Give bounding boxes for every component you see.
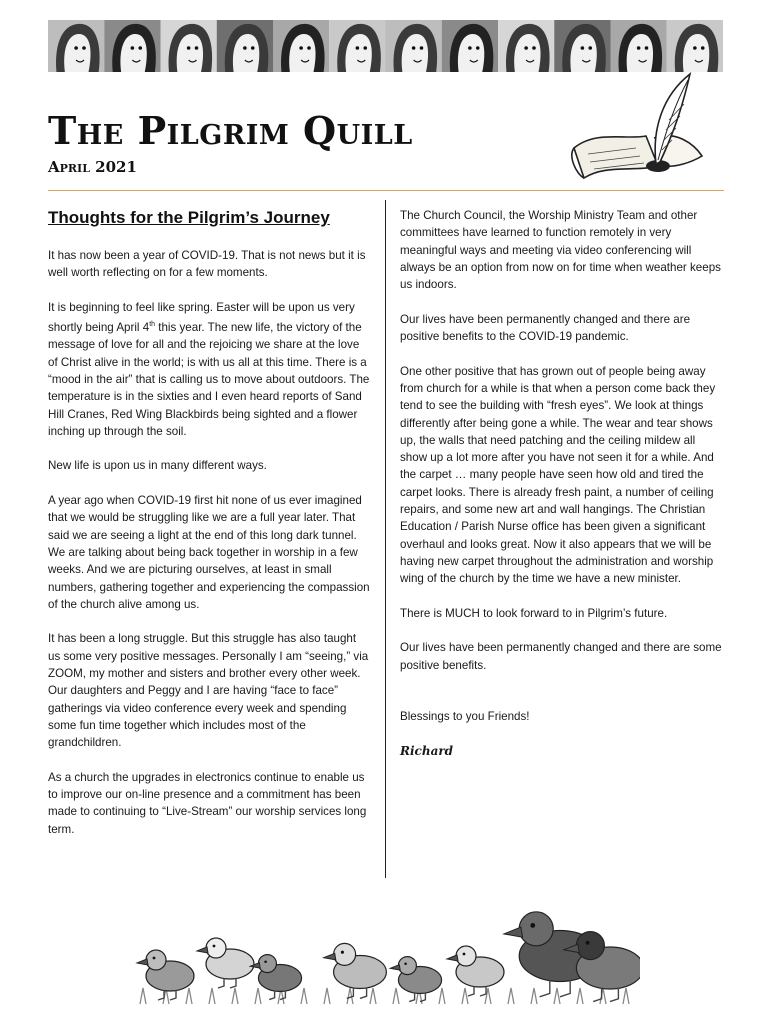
left-column: [48, 207, 370, 855]
paragraph-1: It has now been a year of COVID-19. That is not news but it is well worth reflecting on for a few moments.: [48, 249, 366, 280]
paragraph-2-end: this year. The new life, the victory of the message of love for all and the rejoicing we share at the love of Christ alive in the world; is with us all at this time. There is a “mood in the air” that is calling us to move about outdoors. The temperature is in the sixties and I even heard reports of Sand Hill Cranes, Red Wing Blackbirds being sighted and a flower inching up through the soil.: [48, 321, 370, 438]
article-heading: Thoughts for the Pilgrim’s Journey: [48, 208, 330, 227]
closing-line: Blessings to you Friends!: [400, 710, 530, 724]
signature: Richard: [400, 743, 454, 758]
paragraph-5: It has been a long struggle. But this struggle has also taught us some very positive messages. Personally I am “seeing,” via ZOOM, my mother and sisters and brother every other week. Our daughters and Peggy and I are having “face to face” gatherings via video conference every week and spending some fun time together which includes most of the grandchildren.: [48, 632, 369, 750]
paragraph-6: As a church the upgrades in electronics continue to enable us to improve our on-line presence and a commitment has been made to continuing to “Live-Stream” our worship services long term.: [48, 770, 367, 836]
paragraph-2-start: It is beginning to feel like spring. Easter will be upon us very shortly being April 4: [48, 300, 355, 335]
paragraph-4: A year ago when COVID-19 first hit none of us ever imagined that we would be struggling like we are a full year later. That said we are seeing a light at the end of this long dark tunnel. We are talking about being back together in worship in a few weeks. And we are picturing ourselves, at least in small numbers, gathering together and experiencing the compassion of the church alive among us.: [48, 494, 370, 611]
right-column: [400, 207, 722, 778]
paragraph-7: The Church Council, the Worship Ministry Team and other committees have learned to function remotely in very meaningful ways and meeting via video conferencing will always be an option from now on for time when weather keeps us indoors.: [400, 209, 721, 292]
paragraph-8: Our lives have been permanently changed and there are positive benefits to the COVID-19 pandemic.: [400, 312, 691, 344]
paragraph-2: [48, 299, 370, 440]
faces-banner-image: [48, 20, 723, 72]
paragraph-10: There is MUCH to look forward to in Pilgrim’s future.: [400, 606, 668, 620]
ducks-illustration: [130, 876, 640, 1016]
paragraph-3: New life is upon us in many different ways.: [48, 459, 267, 473]
newsletter-title: The Pilgrim Quill: [48, 108, 413, 153]
date-superscript: th: [149, 321, 156, 329]
paragraph-9: One other positive that has grown out of people being away from church for a while is that when a person come back they tend to see the building with “fresh eyes”. We look at things differently after being gone a while. The wear and tear shows up, the walls that need patching and the ceiling mildew all show up a lot more after you have not seen it for a while. And the carpet … many people have seen how old and tired the carpet looks. There is already fresh paint, a number of ceiling repairs, and some new art and wall hangings. The Christian Education / Parish Nurse office has been given a significant overhaul and looks great. Now it also appears that we will be having new carpet throughout the administration and worship wing of the church by the time we have a new minister.: [400, 364, 716, 586]
issue-date: April 2021: [48, 158, 137, 176]
paragraph-11: Our lives have been permanently changed and there are some positive benefits.: [400, 641, 722, 672]
quill-scroll-icon: [566, 70, 706, 188]
column-divider: [385, 200, 386, 878]
header-rule: [48, 190, 724, 191]
